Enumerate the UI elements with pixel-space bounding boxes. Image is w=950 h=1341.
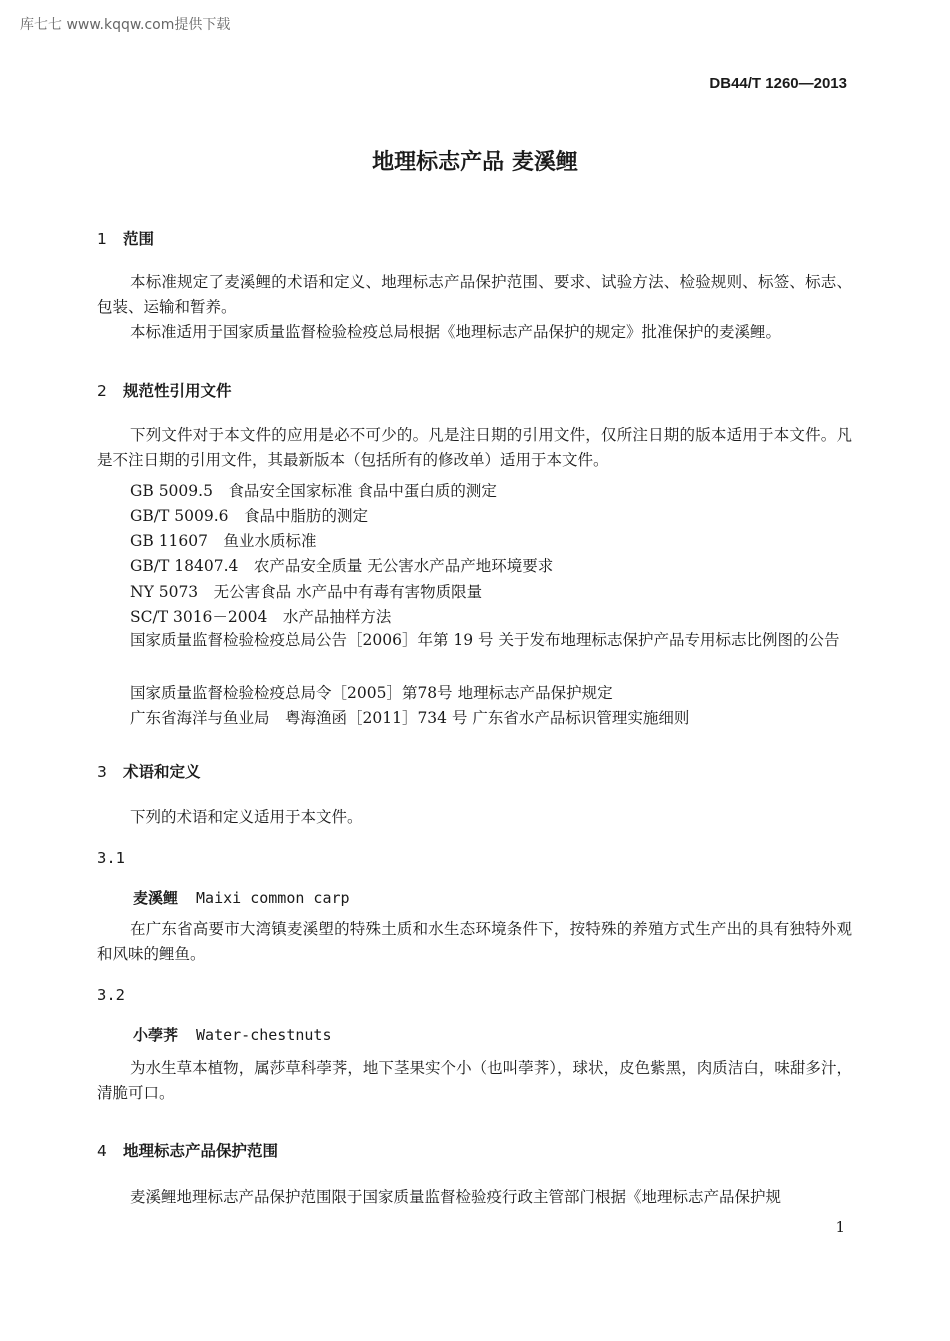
section-title: 术语和定义 <box>123 763 201 781</box>
term-heading <box>133 887 350 908</box>
reference-item: 国家质量监督检验检疫总局公告［2006］年第 19 号 关于发布地理标志保护产品专用标志比例图的公告 <box>130 631 840 649</box>
page-number: 1 <box>835 1218 845 1236</box>
term-definition: 在广东省高要市大湾镇麦溪塱的特殊土质和水生态环境条件下，按特殊的养殖方式生产出的具有独特外观和风味的鲤鱼。 <box>97 920 852 963</box>
term-english: Water-chestnuts <box>196 1026 332 1044</box>
section-3-heading <box>97 760 201 782</box>
term-chinese: 麦溪鲤 <box>133 889 179 907</box>
section-number: 1 <box>97 230 107 248</box>
term-chinese: 小荸荠 <box>133 1026 179 1044</box>
section-number: 3 <box>97 763 107 781</box>
reference-item: GB/T 5009.6 食品中脂肪的测定 <box>130 507 368 525</box>
term-english: Maixi common carp <box>196 889 350 907</box>
reference-item: 国家质量监督检验检疫总局令［2005］第78号 地理标志产品保护规定 <box>130 684 613 702</box>
term-number: 3.2 <box>97 986 125 1004</box>
section-1-paragraph-1: 本标准规定了麦溪鲤的术语和定义、地理标志产品保护范围、要求、试验方法、检验规则、标签、标志、包装、运输和暂养。 <box>97 273 852 316</box>
term-definition: 为水生草本植物，属莎草科荸荠，地下茎果实个小（也叫荸荠），球状，皮色紫黑，肉质洁白，味甜多汁，清脆可口。 <box>97 1059 852 1102</box>
reference-item: SC/T 3016－2004 水产品抽样方法 <box>130 608 392 626</box>
section-2-intro: 下列文件对于本文件的应用是必不可少的。凡是注日期的引用文件，仅所注日期的版本适用于本文件。凡是不注日期的引用文件，其最新版本（包括所有的修改单）适用于本文件。 <box>97 426 852 469</box>
reference-item: NY 5073 无公害食品 水产品中有毒有害物质限量 <box>130 583 483 601</box>
section-3-intro: 下列的术语和定义适用于本文件。 <box>130 808 363 826</box>
section-title: 规范性引用文件 <box>123 382 232 400</box>
section-1-paragraph-2: 本标准适用于国家质量监督检验检疫总局根据《地理标志产品保护的规定》批准保护的麦溪鲤。 <box>130 323 782 341</box>
term-heading <box>133 1024 331 1045</box>
section-title: 地理标志产品保护范围 <box>123 1142 279 1160</box>
standard-code: DB44/T 1260—2013 <box>709 75 847 92</box>
watermark-text: 库七七 www.kqqw.com提供下载 <box>20 17 231 33</box>
reference-item: GB 5009.5 食品安全国家标准 食品中蛋白质的测定 <box>130 482 497 500</box>
document-title: 地理标志产品 麦溪鲤 <box>372 150 578 175</box>
section-number: 2 <box>97 382 107 400</box>
reference-item: GB/T 18407.4 农产品安全质量 无公害水产品产地环境要求 <box>130 557 554 575</box>
reference-item: GB 11607 鱼业水质标准 <box>130 532 317 550</box>
section-number: 4 <box>97 1142 107 1160</box>
reference-item: 广东省海洋与鱼业局 粤海渔函［2011］734 号 广东省水产品标识管理实施细则 <box>130 709 690 727</box>
section-4-heading <box>97 1139 278 1161</box>
section-1-heading <box>97 227 154 249</box>
section-title: 范围 <box>123 230 155 248</box>
section-2-heading <box>97 379 232 401</box>
section-4-intro: 麦溪鲤地理标志产品保护范围限于国家质量监督检验疫行政主管部门根据《地理标志产品保护规 <box>130 1188 782 1206</box>
term-number: 3.1 <box>97 849 125 867</box>
